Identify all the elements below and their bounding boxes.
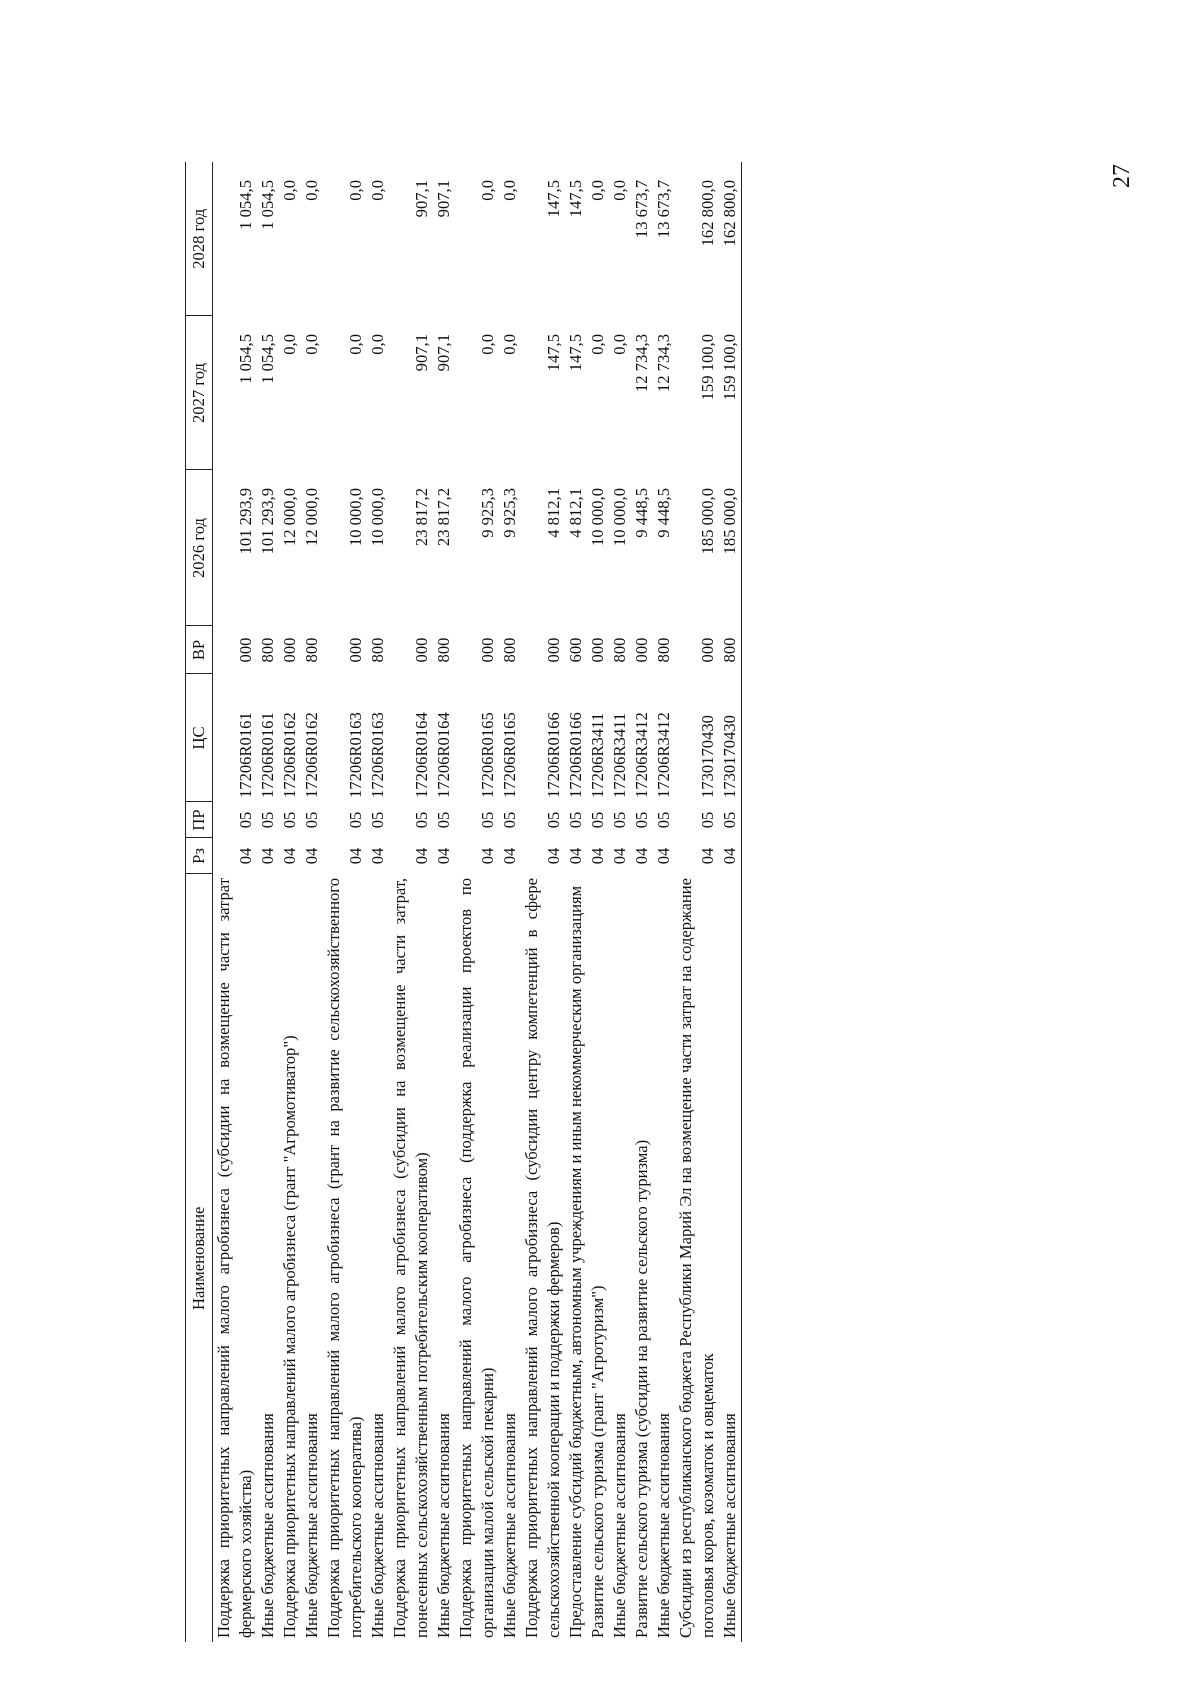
- cell-name: Предоставление субсидий бюджетным, автономным учреждениям и иным некоммерческим организациям: [566, 885, 585, 1638]
- cell-2027: 0,0: [346, 334, 365, 355]
- cell-2026: 10 000,0: [610, 488, 629, 547]
- cell-2028: 0,0: [368, 180, 387, 201]
- cell-2026: 10 000,0: [588, 488, 607, 547]
- cell-name: Иные бюджетные ассигнования: [434, 1413, 453, 1638]
- cell-pr: 05: [258, 811, 277, 829]
- cell-name: Иные бюджетные ассигнования: [302, 1413, 321, 1638]
- cell-pr: 05: [500, 811, 519, 829]
- cell-cs: 17206R0164: [434, 712, 453, 798]
- cell-2027: 147,5: [544, 334, 563, 372]
- table-row: [389, 162, 433, 1642]
- table-row: [587, 162, 609, 1642]
- cell-2026: 9 925,3: [500, 488, 519, 538]
- table-row: [653, 162, 675, 1642]
- cell-rz: 04: [346, 847, 365, 865]
- cell-2027: 159 100,0: [698, 334, 717, 401]
- cell-cs: 17206R0161: [258, 712, 277, 798]
- table-row: [521, 162, 565, 1642]
- cell-rz: 04: [500, 847, 519, 865]
- cell-2026: 23 817,2: [434, 488, 453, 547]
- cell-rz: 04: [368, 847, 387, 865]
- cell-2028: 162 800,0: [719, 162, 742, 316]
- header-pr: ПР: [186, 802, 213, 838]
- cell-rz: 04: [719, 838, 742, 874]
- cell-2028: 13 673,7: [654, 180, 673, 239]
- table-row: [609, 162, 631, 1642]
- cell-rz: 04: [280, 847, 299, 865]
- cell-cs: 17206R0161: [236, 712, 255, 798]
- cell-rz: 04: [654, 847, 673, 865]
- cell-2026: 10 000,0: [368, 488, 387, 547]
- cell-name: Развитие сельского туризма (грант "Агротуризм"): [588, 1285, 607, 1638]
- cell-pr: 05: [544, 811, 563, 829]
- cell-vr: 800: [302, 637, 321, 663]
- cell-pr: 05: [478, 811, 497, 829]
- cell-rz: 04: [478, 847, 497, 865]
- cell-2028: 0,0: [280, 180, 299, 201]
- cell-vr: 000: [698, 637, 717, 663]
- cell-rz: 04: [544, 847, 563, 865]
- cell-name: Развитие сельского туризма (субсидии на развитие сельского туризма): [632, 1139, 651, 1638]
- cell-2026: 185 000,0: [719, 470, 742, 626]
- cell-vr: 800: [500, 637, 519, 663]
- cell-cs: 17206R0164: [412, 712, 431, 798]
- cell-vr: 000: [346, 637, 365, 663]
- cell-pr: 05: [610, 811, 629, 829]
- cell-2028: 907,1: [412, 180, 431, 218]
- cell-cs: 17206R0166: [566, 712, 585, 798]
- cell-rz: 04: [698, 847, 717, 865]
- cell-pr: 05: [654, 811, 673, 829]
- cell-rz: 04: [610, 847, 629, 865]
- cell-2026: 4 812,1: [566, 488, 585, 538]
- cell-2027: 159 100,0: [719, 316, 742, 470]
- cell-2027: 907,1: [434, 334, 453, 372]
- cell-cs: 17206R0162: [280, 712, 299, 798]
- cell-pr: 05: [368, 811, 387, 829]
- cell-cs: 17206R0162: [302, 712, 321, 798]
- rotated-table-container: [185, 162, 742, 1642]
- cell-2027: 907,1: [412, 334, 431, 372]
- cell-name: Субсидии из республиканского бюджета Республики Марий Эл на возмещение части затрат на содержание поголовья коров, козоматок и овцематок: [676, 878, 717, 1638]
- cell-2027: 0,0: [302, 334, 321, 355]
- header-name: Наименование: [186, 874, 213, 1642]
- cell-pr: 05: [346, 811, 365, 829]
- cell-2028: 1 054,5: [258, 180, 277, 230]
- cell-2028: 1 054,5: [236, 180, 255, 230]
- table-row: [257, 162, 279, 1642]
- cell-name: Иные бюджетные ассигнования: [719, 874, 742, 1642]
- header-2028: 2028 год: [186, 162, 213, 316]
- cell-pr: 05: [280, 811, 299, 829]
- table-row: [499, 162, 521, 1642]
- cell-rz: 04: [588, 847, 607, 865]
- cell-vr: 800: [654, 637, 673, 663]
- cell-cs: 17206R0165: [500, 712, 519, 798]
- cell-pr: 05: [566, 811, 585, 829]
- cell-pr: 05: [236, 811, 255, 829]
- cell-cs: 1730170430: [719, 674, 742, 802]
- cell-pr: 05: [719, 802, 742, 838]
- cell-2027: 1 054,5: [236, 334, 255, 384]
- cell-2026: 9 448,5: [654, 488, 673, 538]
- cell-2028: 162 800,0: [698, 180, 717, 247]
- table-row: [213, 162, 258, 1642]
- cell-2028: 907,1: [434, 180, 453, 218]
- cell-rz: 04: [236, 847, 255, 865]
- cell-cs: 17206R3412: [632, 712, 651, 798]
- table-body: [213, 162, 742, 1642]
- table-row: [301, 162, 323, 1642]
- cell-name: Иные бюджетные ассигнования: [654, 1413, 673, 1638]
- table-row: [279, 162, 301, 1642]
- cell-vr: 000: [236, 637, 255, 663]
- cell-vr: 000: [478, 637, 497, 663]
- cell-2027: 0,0: [478, 334, 497, 355]
- cell-cs: 17206R3412: [654, 712, 673, 798]
- table-header-row: [186, 162, 213, 1642]
- cell-name: Иные бюджетные ассигнования: [258, 1413, 277, 1638]
- cell-name: Поддержка приоритетных направлений малого агробизнеса (грант "Агромотиватор"): [280, 1035, 299, 1638]
- cell-name: Поддержка приоритетных направлений малого агробизнеса (субсидии на возмещение части затрат, понесенных сельскохозяйственным потребительским кооперативом): [390, 878, 431, 1638]
- header-cs: ЦС: [186, 674, 213, 802]
- cell-name: Иные бюджетные ассигнования: [610, 1413, 629, 1638]
- cell-vr: 000: [588, 637, 607, 663]
- cell-pr: 05: [632, 811, 651, 829]
- cell-2028: 0,0: [346, 180, 365, 201]
- table-row: [323, 162, 367, 1642]
- cell-cs: 17206R3411: [588, 712, 607, 798]
- cell-rz: 04: [258, 847, 277, 865]
- cell-2027: 147,5: [566, 334, 585, 372]
- cell-2028: 13 673,7: [632, 180, 651, 239]
- cell-2026: 12 000,0: [280, 488, 299, 547]
- header-2027: 2027 год: [186, 316, 213, 470]
- cell-2026: 101 293,9: [236, 488, 255, 555]
- cell-2027: 0,0: [368, 334, 387, 355]
- cell-name: Иные бюджетные ассигнования: [500, 1413, 519, 1638]
- cell-cs: 17206R0163: [346, 712, 365, 798]
- header-vr: ВР: [186, 626, 213, 674]
- cell-rz: 04: [302, 847, 321, 865]
- cell-2028: 147,5: [566, 180, 585, 218]
- cell-name: Иные бюджетные ассигнования: [368, 1413, 387, 1638]
- cell-2026: 4 812,1: [544, 488, 563, 538]
- table-row: [455, 162, 499, 1642]
- cell-2027: 0,0: [500, 334, 519, 355]
- table-row: [367, 162, 389, 1642]
- cell-name: Поддержка приоритетных направлений малого агробизнеса (субсидии центру компетенций в сфере сельскохозяйственной кооперации и поддержки фермеров): [522, 878, 563, 1638]
- cell-2028: 0,0: [478, 180, 497, 201]
- cell-vr: 000: [412, 637, 431, 663]
- cell-vr: 800: [368, 637, 387, 663]
- page-number: 27: [1109, 164, 1135, 188]
- cell-pr: 05: [412, 811, 431, 829]
- cell-vr: 800: [258, 637, 277, 663]
- cell-2028: 0,0: [500, 180, 519, 201]
- table-row: [719, 162, 742, 1642]
- cell-pr: 05: [588, 811, 607, 829]
- cell-2026: 185 000,0: [698, 488, 717, 555]
- cell-2026: 9 448,5: [632, 488, 651, 538]
- cell-vr: 800: [719, 626, 742, 674]
- cell-name: Поддержка приоритетных направлений малого агробизнеса (субсидии на возмещение части затрат фермерского хозяйства): [214, 878, 255, 1638]
- cell-vr: 600: [566, 637, 585, 663]
- cell-vr: 000: [280, 637, 299, 663]
- cell-2027: 12 734,3: [654, 334, 673, 393]
- table-row: [631, 162, 653, 1642]
- cell-2028: 147,5: [544, 180, 563, 218]
- cell-cs: 17206R0165: [478, 712, 497, 798]
- cell-2027: 0,0: [280, 334, 299, 355]
- cell-2028: 0,0: [588, 180, 607, 201]
- cell-2027: 1 054,5: [258, 334, 277, 384]
- cell-name: Поддержка приоритетных направлений малого агробизнеса (грант на развитие сельскохозяйственного потребительского кооператива): [324, 878, 365, 1638]
- cell-rz: 04: [434, 847, 453, 865]
- cell-cs: 17206R0166: [544, 712, 563, 798]
- cell-vr: 000: [632, 637, 651, 663]
- cell-vr: 800: [434, 637, 453, 663]
- cell-vr: 800: [610, 637, 629, 663]
- cell-2027: 0,0: [610, 334, 629, 355]
- cell-cs: 17206R0163: [368, 712, 387, 798]
- cell-rz: 04: [566, 847, 585, 865]
- cell-2026: 101 293,9: [258, 488, 277, 555]
- cell-vr: 000: [544, 637, 563, 663]
- cell-pr: 05: [302, 811, 321, 829]
- cell-2026: 23 817,2: [412, 488, 431, 547]
- cell-pr: 05: [434, 811, 453, 829]
- cell-2028: 0,0: [610, 180, 629, 201]
- table-row: [565, 162, 587, 1642]
- cell-name: Поддержка приоритетных направлений малого агробизнеса (поддержка реализации проектов по организации малой сельской пекарни): [456, 878, 497, 1638]
- cell-2026: 9 925,3: [478, 488, 497, 538]
- cell-2026: 12 000,0: [302, 488, 321, 547]
- cell-2028: 0,0: [302, 180, 321, 201]
- header-rz: Рз: [186, 838, 213, 874]
- cell-2027: 0,0: [588, 334, 607, 355]
- cell-rz: 04: [632, 847, 651, 865]
- cell-2026: 10 000,0: [346, 488, 365, 547]
- table-row: [675, 162, 719, 1642]
- cell-pr: 05: [698, 811, 717, 829]
- cell-cs: 17206R3411: [610, 712, 629, 798]
- table-row: [433, 162, 455, 1642]
- header-2026: 2026 год: [186, 470, 213, 626]
- cell-cs: 1730170430: [698, 715, 717, 798]
- cell-rz: 04: [412, 847, 431, 865]
- budget-table: [185, 162, 742, 1642]
- cell-2027: 12 734,3: [632, 334, 651, 393]
